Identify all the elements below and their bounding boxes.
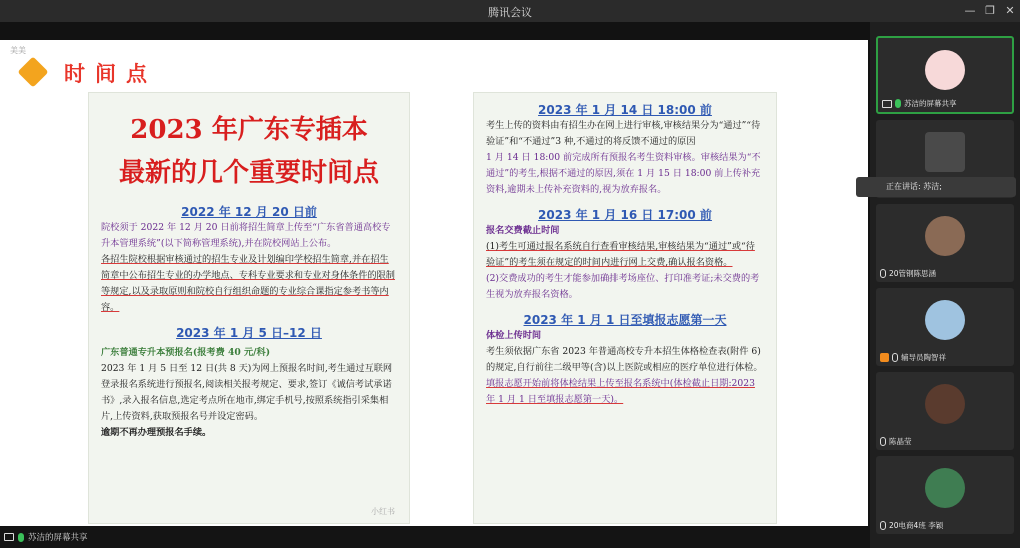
host-badge-icon: [880, 353, 889, 362]
speaking-indicator: [856, 177, 1016, 197]
paragraph: 院校须于 2022 年 12 月 20 日前将招生简章上传至“广东省普通高校专升本管理系统”(以下简称管理系统),并在院校网站上公布。: [101, 222, 391, 249]
participant-name: 20电商4班 李颖: [889, 521, 944, 530]
subheading: 体检上传时间: [486, 330, 542, 341]
window-titlebar: [0, 0, 1020, 22]
minimize-icon[interactable]: —: [964, 4, 976, 17]
paragraph: 考生须依据广东省 2023 年普通高校专升本招生体格检查表(附件 6)的规定,自行前往二级甲等(含)以上医院或相应的医疗单位进行体检。: [486, 346, 763, 373]
slide-logo: 美美: [10, 46, 26, 55]
bottom-bar: [0, 527, 870, 548]
maximize-icon[interactable]: ❐: [985, 4, 995, 17]
slide-title: 时间点: [64, 61, 157, 86]
participant-name: 辅导员陶智祥: [901, 353, 946, 362]
participant-tile[interactable]: [876, 456, 1014, 534]
diamond-bullet-icon: [17, 56, 48, 87]
screen-share-icon: [882, 100, 892, 108]
participant-tile[interactable]: [876, 204, 1014, 282]
date-heading: 2023 年 1 月 14 日 18:00 前: [538, 103, 712, 117]
avatar: [925, 384, 965, 424]
paragraph: 考生上传的资料由有招生办在网上进行审核,审核结果分为“通过”“待验证”和“不通过”3 种,不通过的将反馈不通过的原因: [486, 120, 761, 147]
avatar: [925, 300, 965, 340]
avatar: [925, 50, 965, 90]
mic-icon: [895, 99, 901, 108]
share-label-text: 苏洁的屏幕共享: [28, 533, 88, 543]
screen-share-label[interactable]: [4, 531, 88, 543]
date-heading: 2023 年 1 月 16 日 17:00 前: [538, 208, 712, 222]
mic-muted-icon: [880, 521, 886, 530]
paragraph: 2023 年 1 月 5 日至 12 日(共 8 天)为网上预报名时间,考生通过互联网登录报名系统进行预报名,阅读相关报考规定、要求,签订《诚信考试承诺书》,录入报名信息,选定考点所在地市,绑定手机号,按照系统指引采集相片,上传资料,获取预报名号并设定密码。: [101, 363, 393, 422]
date-heading: 2023 年 1 月 1 日至填报志愿第一天: [523, 313, 727, 327]
mic-muted-icon: [880, 269, 886, 278]
window-title: 腾讯会议: [488, 6, 532, 19]
date-heading: 2022 年 12 月 20 日前: [181, 205, 317, 219]
watermark: 小红书: [371, 507, 395, 516]
presentation-slide: [0, 40, 868, 526]
participant-sidebar: [870, 22, 1020, 548]
subheading: 报名交费截止时间: [486, 225, 560, 236]
card-heading-1: 2023 年广东专插本: [130, 115, 368, 145]
paragraph: 逾期不再办理预报名手续。: [101, 427, 212, 438]
participant-tile[interactable]: [876, 288, 1014, 366]
paragraph: 填报志愿开始前将体检结果上传至报名系统中(体检截止日期:2023 年 1 月 1 日至填报志愿第一天)。: [486, 378, 755, 405]
mic-muted-icon: [880, 437, 886, 446]
date-heading: 2023 年 1 月 5 日–12 日: [176, 326, 322, 340]
subheading: 广东普通专升本预报名(报考费 40 元/科): [101, 347, 271, 358]
avatar: [925, 216, 965, 256]
card-heading-2: 最新的几个重要时间点: [118, 158, 379, 188]
shared-screen-area: [0, 22, 870, 527]
mic-icon: [18, 533, 24, 542]
participant-name: 陈晶莹: [889, 437, 912, 446]
close-icon[interactable]: ✕: [1005, 4, 1015, 17]
avatar: [925, 468, 965, 508]
mic-muted-icon: [892, 353, 898, 362]
participant-name: 苏洁的屏幕共享: [904, 99, 957, 108]
info-card-left: [88, 92, 410, 524]
participant-tile[interactable]: [876, 36, 1014, 114]
video-feed: [925, 132, 965, 172]
paragraph: (2)交费成功的考生才能参加确排考场座位、打印准考证;未交费的考生视为放弃报名资格。: [486, 273, 760, 300]
paragraph: 1 月 14 日 18:00 前完成所有预报名考生资料审核。审核结果为“不通过”的考生,根据不通过的原因,须在 1 月 15 日 18:00 前上传补充资料,逾期未上传补充资料的,视为放弃报名。: [486, 152, 761, 195]
screen-share-icon: [4, 533, 14, 541]
paragraph: (1)考生可通过报名系统自行查看审核结果,审核结果为“通过”或“待验证”的考生须在规定的时间内进行网上交费,确认报名资格。: [486, 241, 755, 268]
participant-name: 20管钢陈思涵: [889, 269, 937, 278]
speaking-text: 正在讲话: 苏洁;: [886, 182, 942, 191]
info-card-right: [473, 92, 777, 524]
participant-tile[interactable]: [876, 372, 1014, 450]
paragraph: 各招生院校根据审核通过的招生专业及计划编印学校招生简章,并在招生简章中公布招生专业的办学地点、专科专业要求和专业对身体条件的限制等规定,以及录取原则和院校自行组织命题的专业综合课指定参考书等内容。: [101, 254, 395, 313]
